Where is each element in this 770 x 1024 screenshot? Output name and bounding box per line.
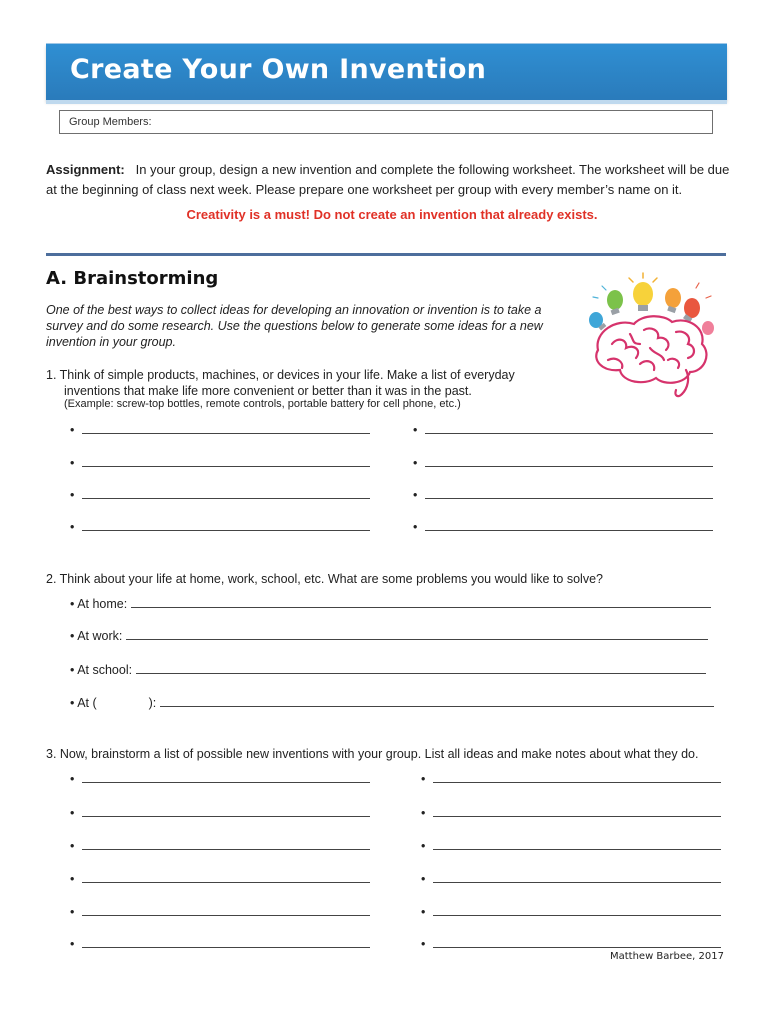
assignment-paragraph (46, 160, 736, 200)
section-a-intro: One of the best ways to collect ideas for developing an innovation or invention is to take a survey and do some research. Use the questions below to generate some ideas for a new invention in your group. (46, 303, 543, 349)
q1-blank-left-1[interactable]: • (70, 423, 370, 437)
q2-at-other-field[interactable]: • At ( ): (70, 696, 714, 710)
assignment-label: Assignment: (46, 162, 125, 177)
header-banner (46, 43, 727, 100)
q3-blank-right-4[interactable]: • (421, 872, 721, 886)
q1-blank-left-2[interactable]: • (70, 456, 370, 470)
q1-blank-right-3[interactable]: • (413, 488, 713, 502)
question-1 (46, 367, 515, 399)
question-3: 3. Now, brainstorm a list of possible new inventions with your group. List all ideas and make notes about what they do. (46, 747, 699, 761)
q2-at-other-label-open: At ( (77, 696, 97, 710)
q3-blank-left-2[interactable]: • (70, 806, 370, 820)
q3-blank-right-3[interactable]: • (421, 839, 721, 853)
banner-underline (46, 100, 727, 104)
q3-blank-right-5[interactable]: • (421, 905, 721, 919)
brain-icon (596, 316, 706, 396)
q1-blank-right-2[interactable]: • (413, 456, 713, 470)
q3-blank-right-6[interactable]: • (421, 937, 721, 951)
question-1-line1: 1. Think of simple products, machines, or devices in your life. Make a list of everyday (46, 368, 515, 382)
q3-blank-left-5[interactable]: • (70, 905, 370, 919)
brain-lightbulbs-illustration (578, 270, 728, 402)
section-a-title: A. Brainstorming (46, 268, 219, 289)
q2-at-school-label: At school: (77, 663, 133, 677)
q3-blank-left-6[interactable]: • (70, 937, 370, 951)
creativity-warning: Creativity is a must! Do not create an invention that already exists. (186, 207, 598, 222)
group-members-field[interactable] (59, 110, 713, 134)
q1-blank-right-4[interactable]: • (413, 520, 713, 534)
q3-blank-left-3[interactable]: • (70, 839, 370, 853)
q1-blank-left-4[interactable]: • (70, 520, 370, 534)
q3-blank-left-4[interactable]: • (70, 872, 370, 886)
q2-at-school-field[interactable]: • At school: (70, 663, 706, 677)
q3-blank-right-2[interactable]: • (421, 806, 721, 820)
q2-at-work-field[interactable]: • At work: (70, 629, 708, 643)
page-title: Create Your Own Invention (70, 54, 487, 85)
question-1-line2: inventions that make life more convenient or better than it was in the past. (64, 384, 472, 398)
author-credit: Matthew Barbee, 2017 (609, 951, 724, 962)
assignment-text: In your group, design a new invention and complete the following worksheet. The worksheet will be due at the beginning of class next week. Please prepare one worksheet per group with every member’s name on it. (46, 162, 730, 197)
question-2: 2. Think about your life at home, work, school, etc. What are some problems you would like to solve? (46, 572, 603, 586)
group-members-label: Group Members: (69, 116, 152, 128)
q2-at-home-label: At home: (77, 597, 128, 611)
q1-blank-left-3[interactable]: • (70, 488, 370, 502)
q1-blank-right-1[interactable]: • (413, 423, 713, 437)
q3-blank-right-1[interactable]: • (421, 772, 721, 786)
q2-at-home-field[interactable]: • At home: (70, 597, 711, 611)
section-divider (46, 253, 726, 256)
q3-blank-left-1[interactable]: • (70, 772, 370, 786)
q2-at-work-label: At work: (77, 629, 123, 643)
q2-at-other-label-close: ): (148, 696, 157, 710)
question-1-example: (Example: screw-top bottles, remote controls, portable battery for cell phone, etc.) (64, 398, 461, 410)
